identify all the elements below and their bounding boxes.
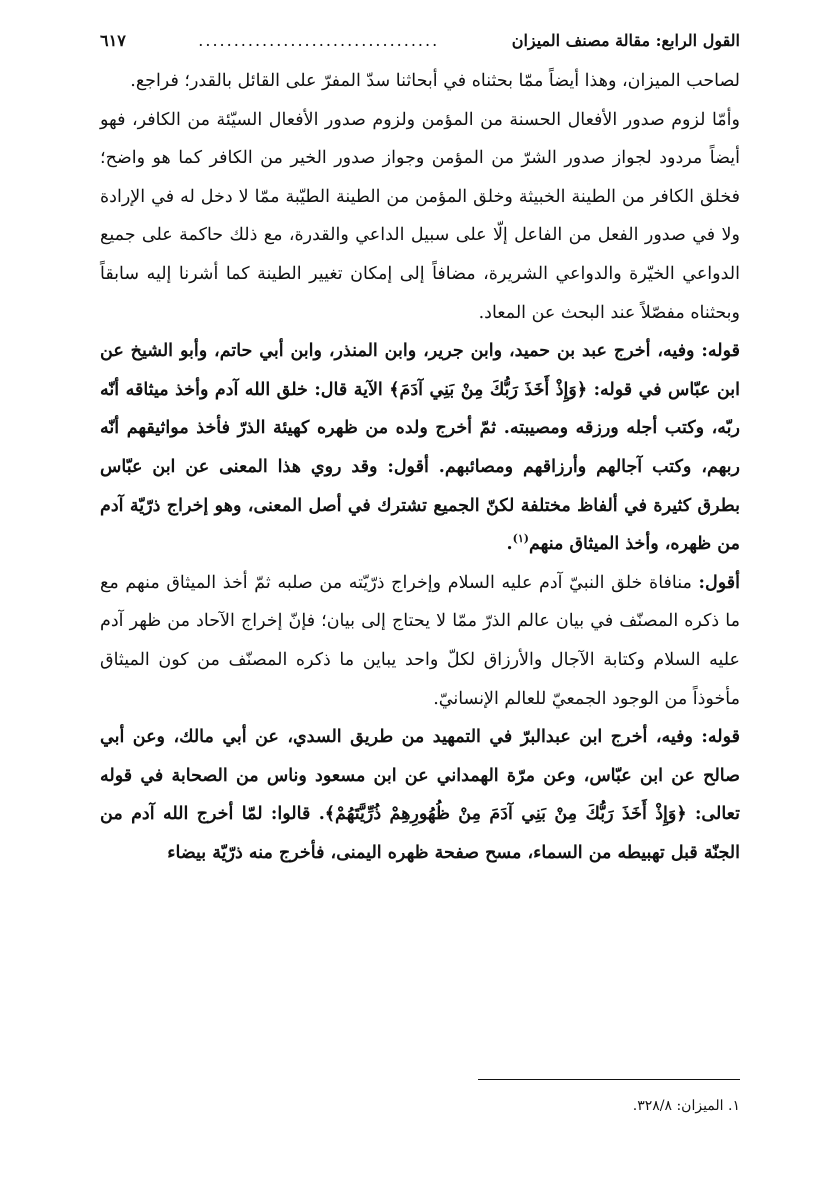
paragraph-3-text: قوله: وفيه، أخرج عبد بن حميد، وابن جرير، وابن المنذر، وابن أبي حاتم، وأبو الشيخ عن ابن عبّاس في قوله: ﴿وَإِذْ أَخَذَ رَبُّكَ مِنْ بَنِي آدَمَ﴾ الآية قال: خلق الله آدم وأخذ ميثاقه أنّه ربّه، وكتب أجله ورزقه ومصيبته. ثمّ أخرج ولده من ظهره كهيئة الذرّ فأخذ مواثيقهم أنّه ربهم، وكتب آجالهم وأرزاقهم ومصائبهم. أقول: وقد روي هذا المعنى عن ابن عبّاس بطرق كثيرة في ألفاظ مختلفة لكنّ الجميع تشترك في أصل المعنى، وهو إخراج ذرّيّة آدم من ظهره، وأخذ الميثاق منهم [100, 341, 740, 555]
footnote-1-marker: ١. [728, 1098, 740, 1114]
body-text [100, 62, 740, 872]
paragraph-4 [100, 564, 740, 718]
paragraph-3-quote [100, 332, 740, 564]
paragraph-2-text: وأمّا لزوم صدور الأفعال الحسنة من المؤمن ولزوم صدور الأفعال السيّئة من الكافر، فهو أيضاً مردود لجواز صدور الشرّ من المؤمن وجواز صدور الخير من الكافر كما هو واضح؛ فخلق الكافر من الطينة الخبيثة وخلق المؤمن من الطينة الطيّبة ممّا لا دخل له في الإرادة ولا في صدور الفعل من الفاعل إلّا على سبيل الداعي والقدرة، مع ذلك حاكمة على جميع الدواعي الخيّرة والدواعي الشريرة، مضافاً إلى إمكان تغيير الطينة كما أشرنا إليه سابقاً وبحثناه مفصّلاً عند البحث عن المعاد. [100, 109, 740, 323]
running-head-leader: .................................. [198, 31, 440, 50]
footnote-1-text: الميزان: ٣٢٨/٨. [632, 1098, 724, 1114]
running-head-title: القول الرابع: مقالة مصنف الميزان [511, 31, 740, 50]
paragraph-3-tail: . [506, 534, 513, 555]
paragraph-1 [100, 62, 740, 101]
document-page [100, 28, 740, 1158]
paragraph-1-text: لصاحب الميزان، وهذا أيضاً ممّا بحثناه في أبحاثنا سدّ المفرّ على القائل بالقدر؛ فراجع. [130, 71, 740, 91]
paragraph-4-text: منافاة خلق النبيّ آدم عليه السلام وإخراج ذرّيّته من صلبه ثمّ أخذ الميثاق منهم مع ما ذكره المصنّف في بيان عالم الذرّ ممّا لا يحتاج إلى بيان؛ فإنّ إخراج الآحاد من ظهر آدم عليه السلام وكتابة الآجال والأرزاق لكلّ واحد يباين ما ذكره المصنّف من كون الميثاق مأخوذاً من الوجود الجمعيّ للعالم الإنسانيّ. [100, 572, 740, 709]
paragraph-5-text: قوله: وفيه، أخرج ابن عبدالبرّ في التمهيد من طريق السدي، عن أبي مالك، وعن أبي صالح عن ابن عبّاس، وعن مرّة الهمداني عن ابن مسعود وناس من الصحابة في قوله تعالى: ﴿وَإِذْ أَخَذَ رَبُّكَ مِنْ بَنِي آدَمَ مِنْ ظُهُورِهِمْ ذُرِّيَّتَهُمْ﴾. قالوا: لمّا أخرج الله آدم من الجنّة قبل تهبيطه من السماء، مسح صفحة ظهره اليمنى، فأخرج منه ذرّيّة بيضاء [100, 727, 740, 863]
paragraph-4-lead: أقول: [698, 572, 740, 593]
footnote-divider [478, 1079, 740, 1080]
page-number: ٦١٧ [100, 31, 126, 50]
paragraph-2 [100, 101, 740, 333]
paragraph-5-quote [100, 718, 740, 872]
footnote-reference[interactable]: (١) [512, 532, 529, 546]
running-head [100, 28, 740, 54]
footnote-1 [340, 1096, 740, 1116]
